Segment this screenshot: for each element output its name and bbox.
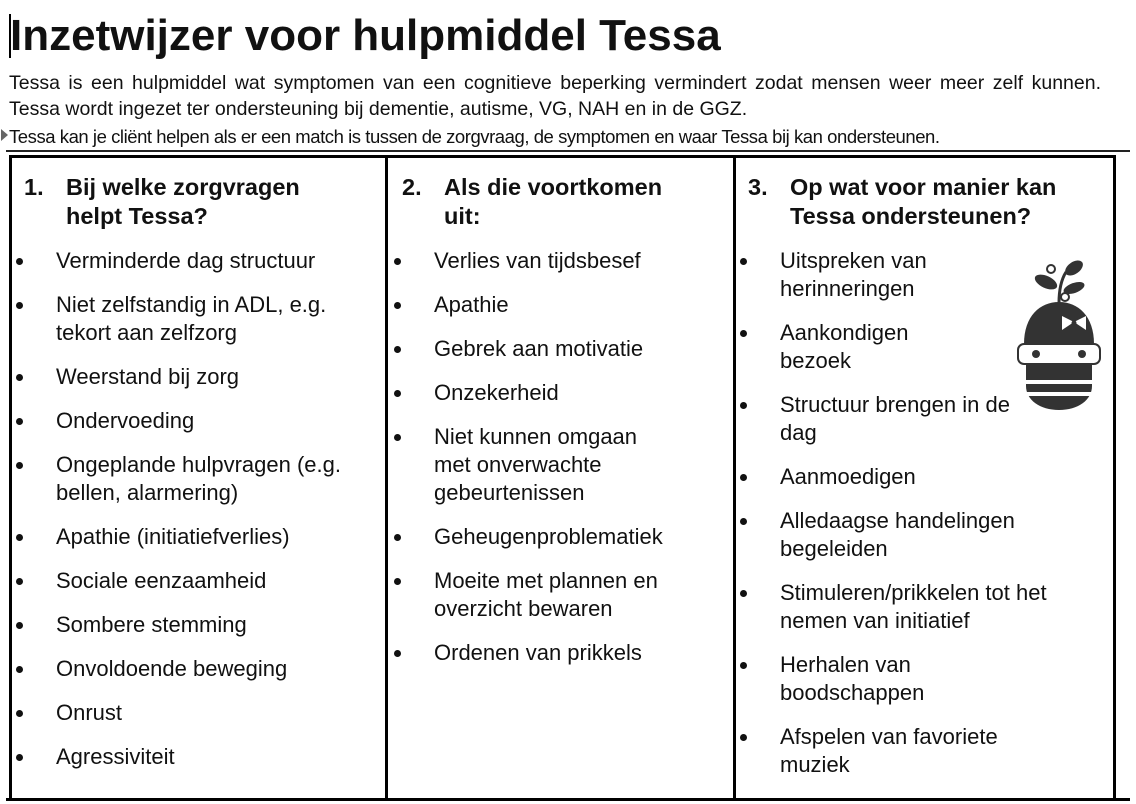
paragraph-anchor-icon xyxy=(1,129,8,141)
column-number: 3. xyxy=(748,174,768,200)
list-item: Ondervoeding xyxy=(0,407,388,435)
list-item: Afspelen van favoriete muziek xyxy=(724,723,1112,779)
column-heading xyxy=(24,173,380,231)
list-item: Weerstand bij zorg xyxy=(0,363,388,391)
list-item: Verlies van tijdsbesef xyxy=(378,247,730,275)
list-item: Geheugenproblematiek xyxy=(378,523,730,551)
column-heading-text: Bij welke zorgvragen helpt Tessa? xyxy=(66,174,300,229)
match-sentence: Tessa kan je cliënt helpen als er een match is tussen de zorgvraag, de symptomen en waar Tessa bij kan ondersteunen. xyxy=(9,126,940,147)
care-questions-list xyxy=(0,247,388,771)
list-item: Stimuleren/prikkelen tot het nemen van initiatief xyxy=(724,579,1112,635)
list-item: Sociale eenzaamheid xyxy=(0,567,388,595)
bottom-rule xyxy=(6,798,1130,801)
list-item: Apathie xyxy=(378,291,730,319)
column-heading-text: Op wat voor manier kan Tessa ondersteunen? xyxy=(790,174,1057,229)
list-item: Ongeplande hulpvragen (e.g. bellen, alarmering) xyxy=(0,451,388,507)
list-item: Sombere stemming xyxy=(0,611,388,639)
column-support xyxy=(748,160,1112,795)
list-item: Aanmoedigen xyxy=(724,463,1112,491)
list-item: Verminderde dag structuur xyxy=(0,247,388,275)
page-title: Inzetwijzer voor hulpmiddel Tessa xyxy=(10,11,721,60)
intro-paragraph: Tessa is een hulpmiddel wat symptomen van een cognitieve beperking vermindert zodat mensen weer meer zelf kunnen. Tessa wordt ingezet ter ondersteuning bij dementie, autisme, VG, NAH en in de GGZ. xyxy=(9,72,1101,120)
column-number: 1. xyxy=(24,174,44,200)
list-item: Onzekerheid xyxy=(378,379,730,407)
list-item: Onvoldoende beweging xyxy=(0,655,388,683)
list-item: Apathie (initiatiefverlies) xyxy=(0,523,388,551)
list-item: Uitspreken van herinneringen xyxy=(724,247,1112,303)
list-item: Gebrek aan motivatie xyxy=(378,335,730,363)
top-rule xyxy=(6,150,1130,152)
column-heading xyxy=(402,173,728,231)
tessa-robot-icon xyxy=(1016,258,1102,410)
list-item: Herhalen van boodschappen xyxy=(724,651,1112,707)
column-heading xyxy=(748,173,1112,231)
column-heading-text: Als die voortkomen uit: xyxy=(444,174,663,229)
list-item: Alledaagse handelingen begeleiden xyxy=(724,507,1112,563)
list-item: Moeite met plannen en overzicht bewaren xyxy=(378,567,730,623)
list-item: Niet kunnen omgaan met onverwachte gebeurtenissen xyxy=(378,423,730,507)
column-number: 2. xyxy=(402,174,422,200)
list-item: Niet zelfstandig in ADL, e.g. tekort aan zelfzorg xyxy=(0,291,388,347)
origins-list xyxy=(378,247,730,667)
column-origins xyxy=(402,160,728,683)
list-item: Aankondigen bezoek xyxy=(724,319,1112,375)
list-item: Onrust xyxy=(0,699,388,727)
column-care-questions xyxy=(24,160,380,787)
list-item: Agressiviteit xyxy=(0,743,388,771)
list-item: Ordenen van prikkels xyxy=(378,639,730,667)
list-item: Structuur brengen in de dag xyxy=(724,391,1112,447)
